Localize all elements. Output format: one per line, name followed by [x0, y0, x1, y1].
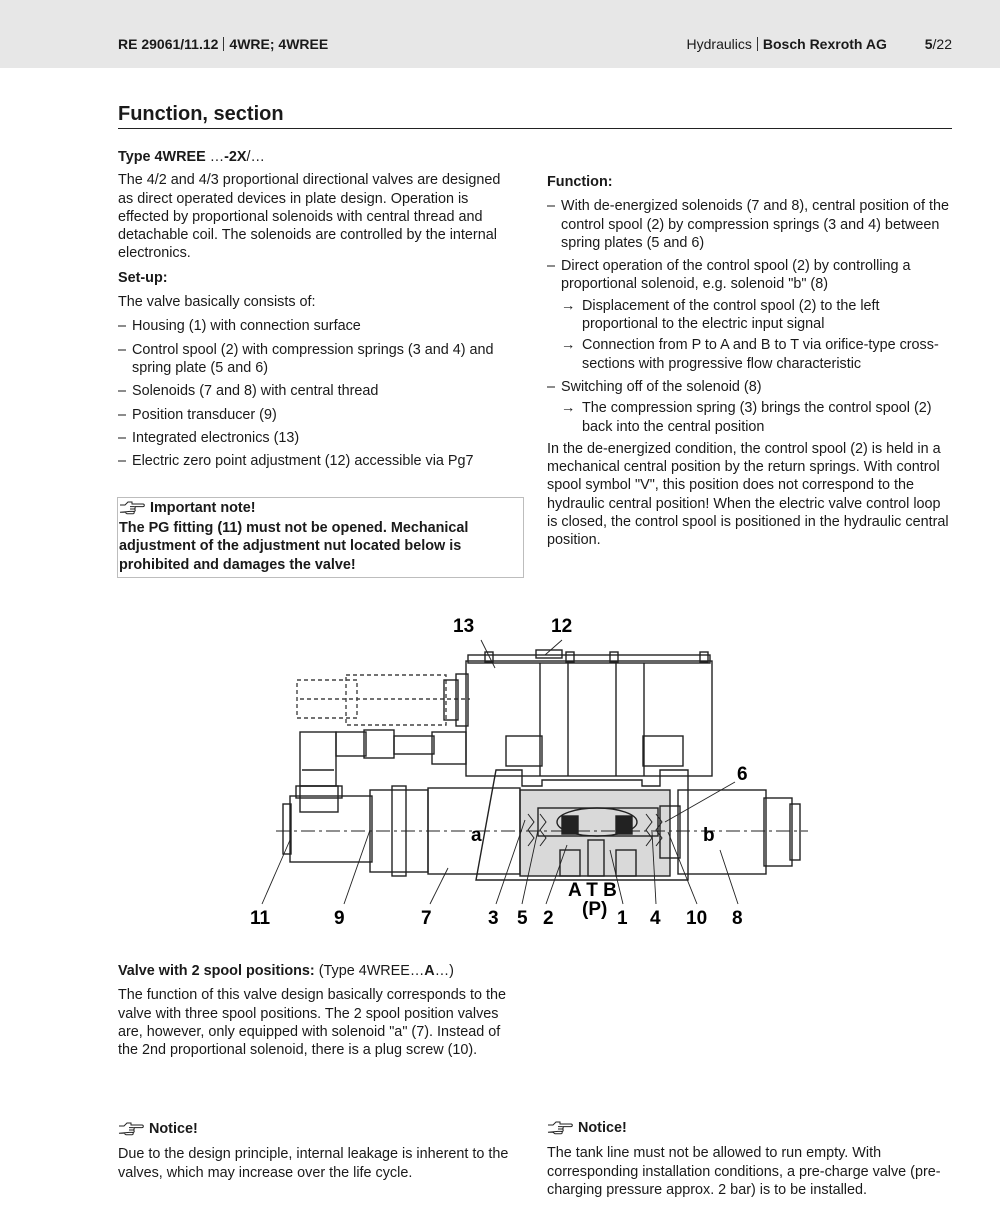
- list-item: – Integrated electronics (13): [118, 429, 518, 447]
- list-item: [547, 378, 954, 436]
- two-positions-section: [118, 962, 522, 1065]
- important-note-title: Important note!: [150, 500, 256, 516]
- type-heading-series: -2X: [224, 149, 247, 165]
- function-sublist: [561, 297, 954, 373]
- function-item-1: With de-energized solenoids (7 and 8), central position of the control spool (2) by compression springs (3 and 4) between spring plates (5 and 6): [561, 198, 949, 251]
- page-header: [0, 0, 1000, 68]
- function-list: [547, 197, 954, 436]
- function-paragraph: In the de-energized condition, the control spool (2) is held in a mechanical central position by the return springs. With control spool symbol "V", this position does not correspond to the hydraulic central position! When the electric valve control loop is closed, the control spool is positioned in the hydraulic central position.: [547, 440, 949, 549]
- two-positions-heading-bold: Valve with 2 spool positions:: [118, 963, 315, 979]
- notice-left: [118, 1120, 524, 1188]
- callout-8: 8: [732, 908, 743, 929]
- list-item: – Housing (1) with connection surface: [118, 317, 518, 335]
- list-item: [547, 257, 954, 373]
- notice-left-header: [118, 1120, 524, 1138]
- callout-7: 7: [421, 908, 432, 929]
- header-separator: [223, 37, 224, 51]
- valve-section-drawing: [240, 606, 820, 936]
- callout-ports: A T B: [568, 880, 617, 901]
- header-separator: [757, 37, 758, 51]
- important-note-box: [117, 497, 524, 578]
- pointing-hand-icon: [118, 1122, 144, 1136]
- page-total: /22: [932, 36, 952, 52]
- callout-10: 10: [686, 908, 708, 929]
- doc-types: 4WRE; 4WREE: [229, 36, 329, 52]
- callout-9: 9: [334, 908, 345, 929]
- callout-b: b: [703, 825, 715, 846]
- setup-list: [118, 317, 518, 470]
- callout-4: 4: [650, 908, 661, 929]
- two-positions-body: The function of this valve design basically corresponds to the valve with three spool positions. The 2 spool position valves are, however, only equipped with solenoid "a" (7). Instead of the 2nd proportional solenoid, there is a plug screw (10).: [118, 987, 506, 1059]
- type-heading: [118, 148, 518, 166]
- doc-id: RE 29061/11.12: [118, 36, 219, 52]
- type-heading-ellipsis: …: [209, 149, 225, 165]
- list-item: – Electric zero point adjustment (12) accessible via Pg7: [118, 452, 518, 470]
- list-item: – Control spool (2) with compression springs (3 and 4) and spring plate (5 and 6): [118, 341, 518, 378]
- setup-heading: Set-up:: [118, 269, 168, 286]
- notice-right: [547, 1119, 954, 1205]
- callout-5: 5: [517, 908, 528, 929]
- two-positions-heading: [118, 962, 522, 980]
- setup-lead: The valve basically consists of:: [118, 294, 316, 311]
- type-heading-suffix: /…: [246, 149, 265, 165]
- important-note-body: The PG fitting (11) must not be opened. Mechanical adjustment of the adjustment nut located below is prohibited and damages the valve!: [119, 520, 469, 573]
- pointing-hand-icon: [119, 501, 145, 515]
- doc-reference: [118, 36, 328, 52]
- list-item: [547, 197, 954, 252]
- function-item-2: Direct operation of the control spool (2) by controlling a proportional solenoid, e.g. solenoid "b" (8): [561, 258, 911, 293]
- callout-13: 13: [453, 616, 475, 637]
- list-item: – Position transducer (9): [118, 406, 518, 424]
- callout-a: a: [471, 825, 482, 846]
- callout-3: 3: [488, 908, 499, 929]
- callout-p: (P): [582, 899, 608, 920]
- two-positions-heading-end: …): [434, 963, 454, 979]
- two-positions-heading-type: (Type 4WREE…: [314, 963, 425, 979]
- notice-left-title: Notice!: [149, 1121, 198, 1137]
- right-column: [547, 173, 954, 556]
- notice-right-body: The tank line must not be allowed to run empty. With corresponding installation conditions, a pre-charge valve (pre-charging pressure approx. 2 bar) is to be installed.: [547, 1145, 941, 1198]
- important-note-header: [119, 500, 523, 516]
- callout-6: 6: [737, 764, 748, 785]
- page-number: [925, 36, 952, 52]
- type-heading-prefix: Type 4WREE: [118, 149, 210, 165]
- electronics-housing: [466, 661, 712, 776]
- section-title: Function, section: [118, 103, 284, 125]
- two-positions-heading-code: A: [424, 963, 435, 979]
- callout-11: 11: [250, 908, 271, 929]
- intro-paragraph: The 4/2 and 4/3 proportional directional valves are designed as direct operated devices in plate design. Operation is effected by proportional solenoids with central thread and detachable coil. The solenoids are controlled by the internal electronics.: [118, 172, 501, 262]
- notice-right-header: [547, 1119, 954, 1137]
- list-item: – Solenoids (7 and 8) with central thread: [118, 382, 518, 400]
- notice-right-title: Notice!: [578, 1120, 627, 1136]
- callout-12: 12: [551, 616, 573, 637]
- function-heading: Function:: [547, 174, 613, 190]
- page-current: 5: [924, 36, 933, 52]
- title-rule: [118, 128, 952, 129]
- sub-list-item: → Displacement of the control spool (2) to the left proportional to the electric input signal: [561, 297, 954, 334]
- sub-list-item: → The compression spring (3) brings the control spool (2) back into the central position: [561, 399, 954, 436]
- notice-left-body: Due to the design principle, internal leakage is inherent to the valves, which may increase over the life cycle.: [118, 1146, 509, 1181]
- solenoid-b: [678, 790, 766, 874]
- category: Hydraulics: [686, 36, 752, 52]
- function-item-3: Switching off of the solenoid (8): [561, 378, 762, 395]
- left-column: [118, 148, 518, 475]
- publisher-info: [687, 36, 952, 52]
- function-sublist: [561, 399, 954, 436]
- pointing-hand-icon: [547, 1121, 573, 1135]
- callout-1: 1: [617, 908, 628, 929]
- company-name: Bosch Rexroth AG: [762, 36, 887, 52]
- sub-list-item: → Connection from P to A and B to T via orifice-type cross-sections with progressive flow characteristic: [561, 336, 954, 373]
- callout-2: 2: [543, 908, 554, 929]
